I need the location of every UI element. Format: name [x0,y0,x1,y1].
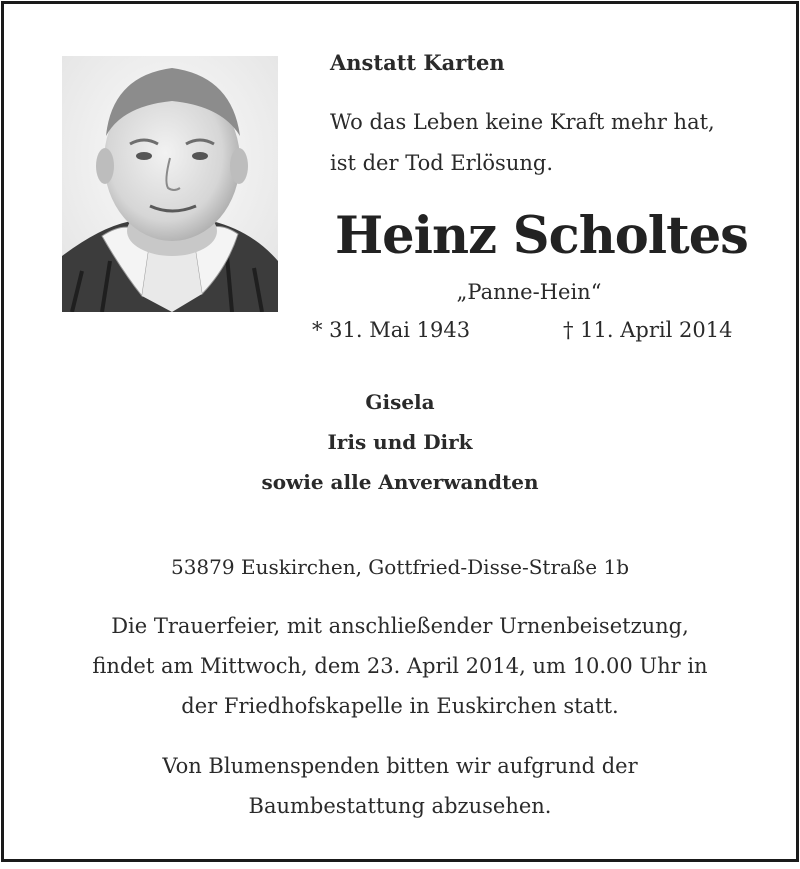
mourner-2: Iris und Dirk [327,430,473,454]
closing-line-1: Von Blumenspenden bitten wir aufgrund der [162,754,638,778]
ceremony-line-3: der Friedhofskapelle in Euskirchen statt. [181,694,619,718]
portrait-illustration [62,56,278,312]
quote-line-1: Wo das Leben keine Kraft mehr hat, [330,110,715,134]
mourner-1: Gisela [365,390,435,414]
ceremony-line-2: findet am Mittwoch, dem 23. April 2014, um 10.00 Uhr in [92,654,708,678]
birth-date: * 31. Mai 1943 [312,318,471,342]
ceremony-line-1: Die Trauerfeier, mit anschließender Urnenbeisetzung, [111,614,689,638]
nickname: „Panne-Hein“ [456,280,602,304]
mourner-3: sowie alle Anverwandten [261,470,539,494]
quote-line-2: ist der Tod Erlösung. [330,151,554,175]
closing-line-2: Baumbestattung abzusehen. [248,794,552,818]
death-date: † 11. April 2014 [563,318,733,342]
deceased-name: Heinz Scholtes [335,206,748,266]
address: 53879 Euskirchen, Gottfried-Disse-Straße 1b [170,555,630,579]
portrait-photo [62,56,278,312]
header-anstatt-karten: Anstatt Karten [330,50,505,75]
